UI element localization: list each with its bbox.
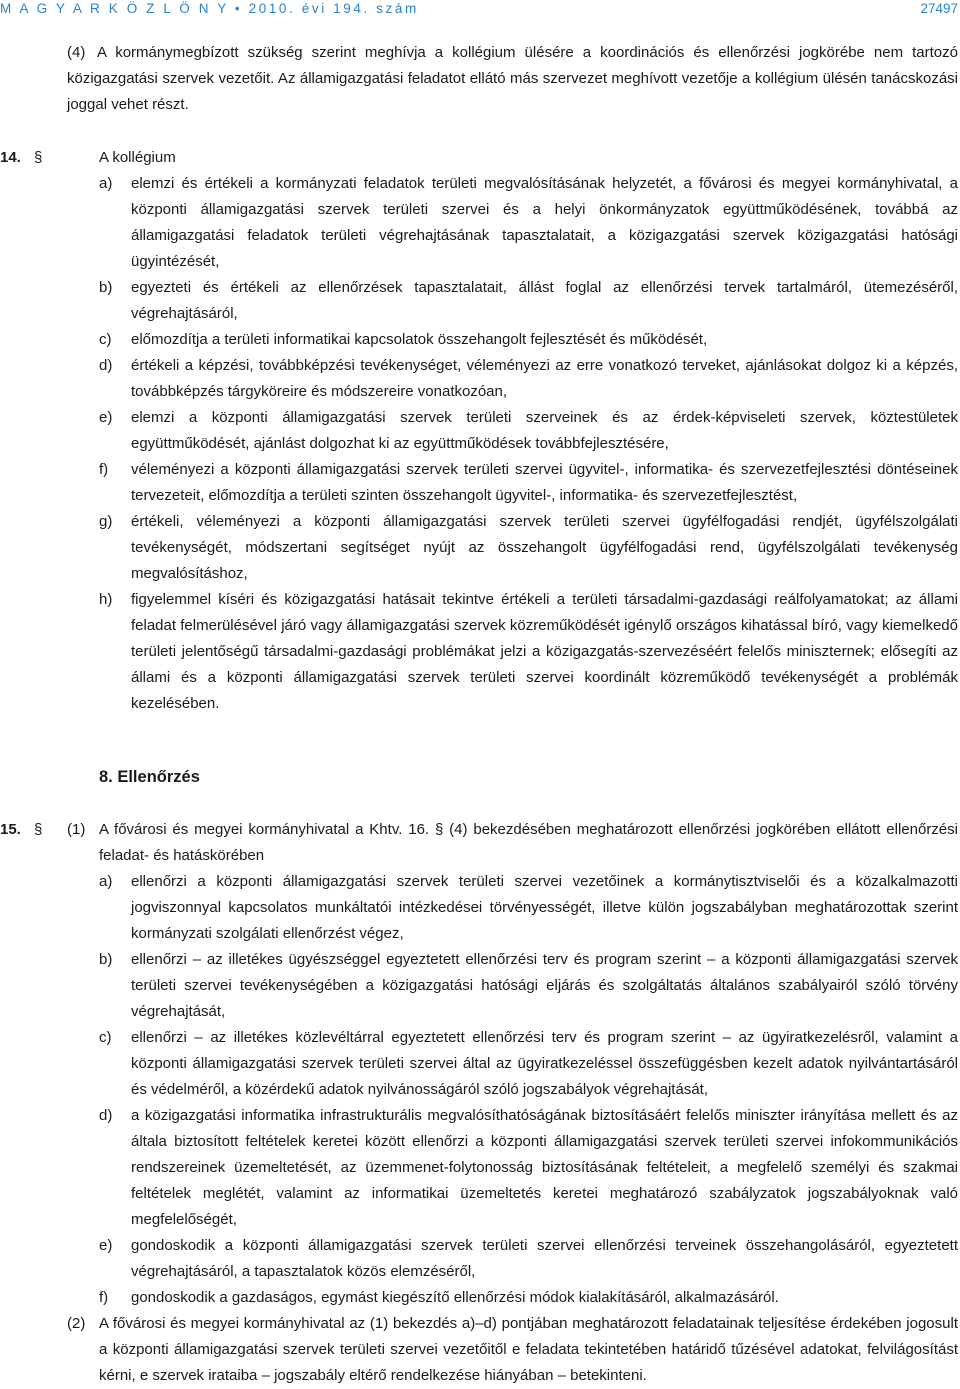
- list-item: [0, 275, 960, 327]
- section-number: 15.: [0, 821, 21, 838]
- section-sign: §: [34, 149, 43, 166]
- paragraph-1: [0, 817, 960, 869]
- paragraph-label: (2): [67, 1315, 86, 1332]
- item-text: egyezteti és értékeli az ellenőrzések tapasztalatait, állást foglal az ellenőrzési tervek tartalmáról, ütemezéséről, végrehajtásáról,: [131, 279, 958, 322]
- item-text: értékeli, véleményezi a központi államigazgatási szervek területi szervei ügyfélfogadási rendjét, ügyfélszolgálati tevékenységét, módszertani segítséget nyújt az összehangolt ügyfélfogadási rend, ügyfélszolgálati tevékenység megvalósításhoz,: [131, 513, 958, 582]
- section-14: [0, 145, 960, 717]
- item-text: ellenőrzi a központi államigazgatási szervek területi szervei vezetőinek a kormánytisztviselői és a közalkalmazotti jogviszonnyal kapcsolatos munkáltatói intézkedései törvényességét, illetve külön jogszabályban meghatározottak szerint kormányzati szolgálati ellenőrzést végez,: [131, 873, 958, 942]
- item-marker: c): [99, 1029, 112, 1046]
- list-item: [0, 457, 960, 509]
- paragraph-label: (4): [67, 44, 86, 61]
- item-text: elemzi és értékeli a kormányzati feladatok területi megvalósításának helyzetét, a fővárosi és megyei kormányhivatal, a központi államigazgatási szervek területi szervei és a helyi önkormányzatok együttműködésének, továbbá az államigazgatási feladatok területi végrehajtásának tapasztalatait, a közigazgatási szervek közigazgatási hatósági ügyintézését,: [131, 175, 958, 270]
- item-marker: f): [99, 461, 109, 478]
- item-marker: g): [99, 513, 113, 530]
- subheading-ellenorzes: 8. Ellenőrzés: [99, 768, 200, 786]
- list-item: [0, 1025, 960, 1103]
- list-item: [0, 947, 960, 1025]
- section-15: [0, 817, 960, 1389]
- list-item: [0, 869, 960, 947]
- paragraph-text: A fővárosi és megyei kormányhivatal az (1) bekezdés a)–d) pontjában meghatározott feladatainak teljesítése érdekében jogosult a központi államigazgatási szervek területi szervei vezetőitől e feladata tekintetében határidő tűzésével adatokat, felvilágosítást kérni, e szervek irataiba – jogszabály eltérő rendelkezése hiányában – betekinteni.: [99, 1315, 958, 1384]
- list-item: [0, 171, 960, 275]
- list-item: [0, 1285, 960, 1311]
- list-item: [0, 1103, 960, 1233]
- item-marker: a): [99, 873, 113, 890]
- item-marker: c): [99, 331, 112, 348]
- item-marker: e): [99, 409, 113, 426]
- page-number: 27497: [920, 1, 958, 16]
- item-text: ellenőrzi – az illetékes ügyészséggel egyeztetett ellenőrzési terv és program szerint – a központi államigazgatási szervek területi szervei tevékenységében a közigazgatási hatósági eljárás és szolgáltatás általános szabályairól szóló törvény végrehajtását,: [131, 951, 958, 1020]
- section-15-items: [0, 869, 960, 1311]
- list-item: [0, 587, 960, 717]
- item-text: gondoskodik a gazdaságos, egymást kiegészítő ellenőrzési módok kialakításáról, alkalmazásáról.: [131, 1289, 779, 1306]
- paragraph-4: [67, 40, 958, 118]
- item-marker: d): [99, 1107, 113, 1124]
- section-sign: §: [34, 821, 43, 838]
- item-marker: h): [99, 591, 113, 608]
- item-marker: a): [99, 175, 113, 192]
- item-marker: b): [99, 279, 113, 296]
- list-item: [0, 1233, 960, 1285]
- list-item: [0, 509, 960, 587]
- item-text: gondoskodik a központi államigazgatási szervek területi szervei ellenőrzési terveinek összehangolásáról, egyeztetett végrehajtásáról, a tapasztalatok közös elemzéséről,: [131, 1237, 958, 1280]
- item-text: ellenőrzi – az illetékes közlevéltárral egyeztetett ellenőrzési terv és program szerint – az ügyiratkezelésről, valamint a központi államigazgatási szervek területi szervei által az ügyiratkezeléssel összefüggésben kezelt adatok nyilvántartásáról és védelméről, a közérdekű adatok nyilvánosságáról szóló jogszabályok végrehajtását,: [131, 1029, 958, 1098]
- journal-title: M A G Y A R K Ö Z L Ö N Y • 2010. évi 194. szám: [0, 1, 419, 16]
- item-marker: d): [99, 357, 113, 374]
- item-text: véleményezi a központi államigazgatási szervek területi szervei ügyvitel-, informatika- és szervezetfejlesztési döntéseinek tervezeteit, előmozdítja a területi szinten összehangolt ügyvitel-, informatika- és szervezetfejlesztést,: [131, 461, 958, 504]
- page-header: [0, 0, 960, 20]
- list-item: [0, 353, 960, 405]
- item-text: értékeli a képzési, továbbképzési tevékenységet, véleményezi az erre vonatkozó terveket, ajánlásokat dolgoz ki a képzés, továbbképzés tárgyköreire és módszereire vonatkozóan,: [131, 357, 958, 400]
- item-marker: f): [99, 1289, 109, 1306]
- paragraph-label: (1): [67, 821, 86, 838]
- list-item: [0, 327, 960, 353]
- paragraph-2: [0, 1311, 960, 1389]
- paragraph-text: A fővárosi és megyei kormányhivatal a Khtv. 16. § (4) bekezdésében meghatározott ellenőrzési jogkörében ellátott ellenőrzési feladat- és hatáskörében: [99, 821, 958, 864]
- item-marker: e): [99, 1237, 113, 1254]
- paragraph-text: A kormánymegbízott szükség szerint meghívja a kollégium ülésére a koordinációs és ellenőrzési jogkörébe nem tartozó közigazgatási szervek vezetőit. Az államigazgatási feladatot ellátó más szervezet meghívott vezetője a kollégium ülésén tanácskozási joggal vehet részt.: [67, 44, 958, 113]
- item-text: figyelemmel kíséri és közigazgatási hatásait tekintve értékeli a területi társadalmi-gazdasági reálfolyamatokat; az állami feladat felmerülésével járó vagy államigazgatási szervek közreműködését igénylő országos kihatással bíró, vagy kiemelkedő területi jelentőségű társadalmi-gazdasági problémákat jelzi a közigazgatás-szervezéséért felelős miniszternek; elősegíti az állami és a központi államigazgatási szervek területi szervei koordinált közreműködő tevékenységét a problémák kezelésében.: [131, 591, 958, 712]
- item-text: előmozdítja a területi informatikai kapcsolatok összehangolt fejlesztését és működését,: [131, 331, 708, 348]
- section-title: A kollégium: [99, 149, 176, 166]
- section-number: 14.: [0, 149, 21, 166]
- item-text: a közigazgatási informatika infrastrukturális megvalósíthatóságának biztosításáért felelős miniszter irányítása mellett és az általa biztosított feltételek keretei között ellenőrzi a központi államigazgatási szervek területi szervei infokommunikációs rendszereinek üzemeltetését, az üzemmenet-folytonosság biztosításának feltételeit, a megfelelő személyi és szakmai feltételek meglétét, valamint az informatikai üzemeltetés keretei meghatározó szabályzatok jogszabályoknak való megfelelőségét,: [131, 1107, 958, 1228]
- section-heading: [0, 145, 960, 171]
- section-14-items: [0, 171, 960, 717]
- item-marker: b): [99, 951, 113, 968]
- item-text: elemzi a központi államigazgatási szervek területi szerveinek és az érdek-képviseleti szervek, köztestületek együttműködését, ajánlást dolgozhat ki az együttműködések továbbfejlesztésére,: [131, 409, 958, 452]
- list-item: [0, 405, 960, 457]
